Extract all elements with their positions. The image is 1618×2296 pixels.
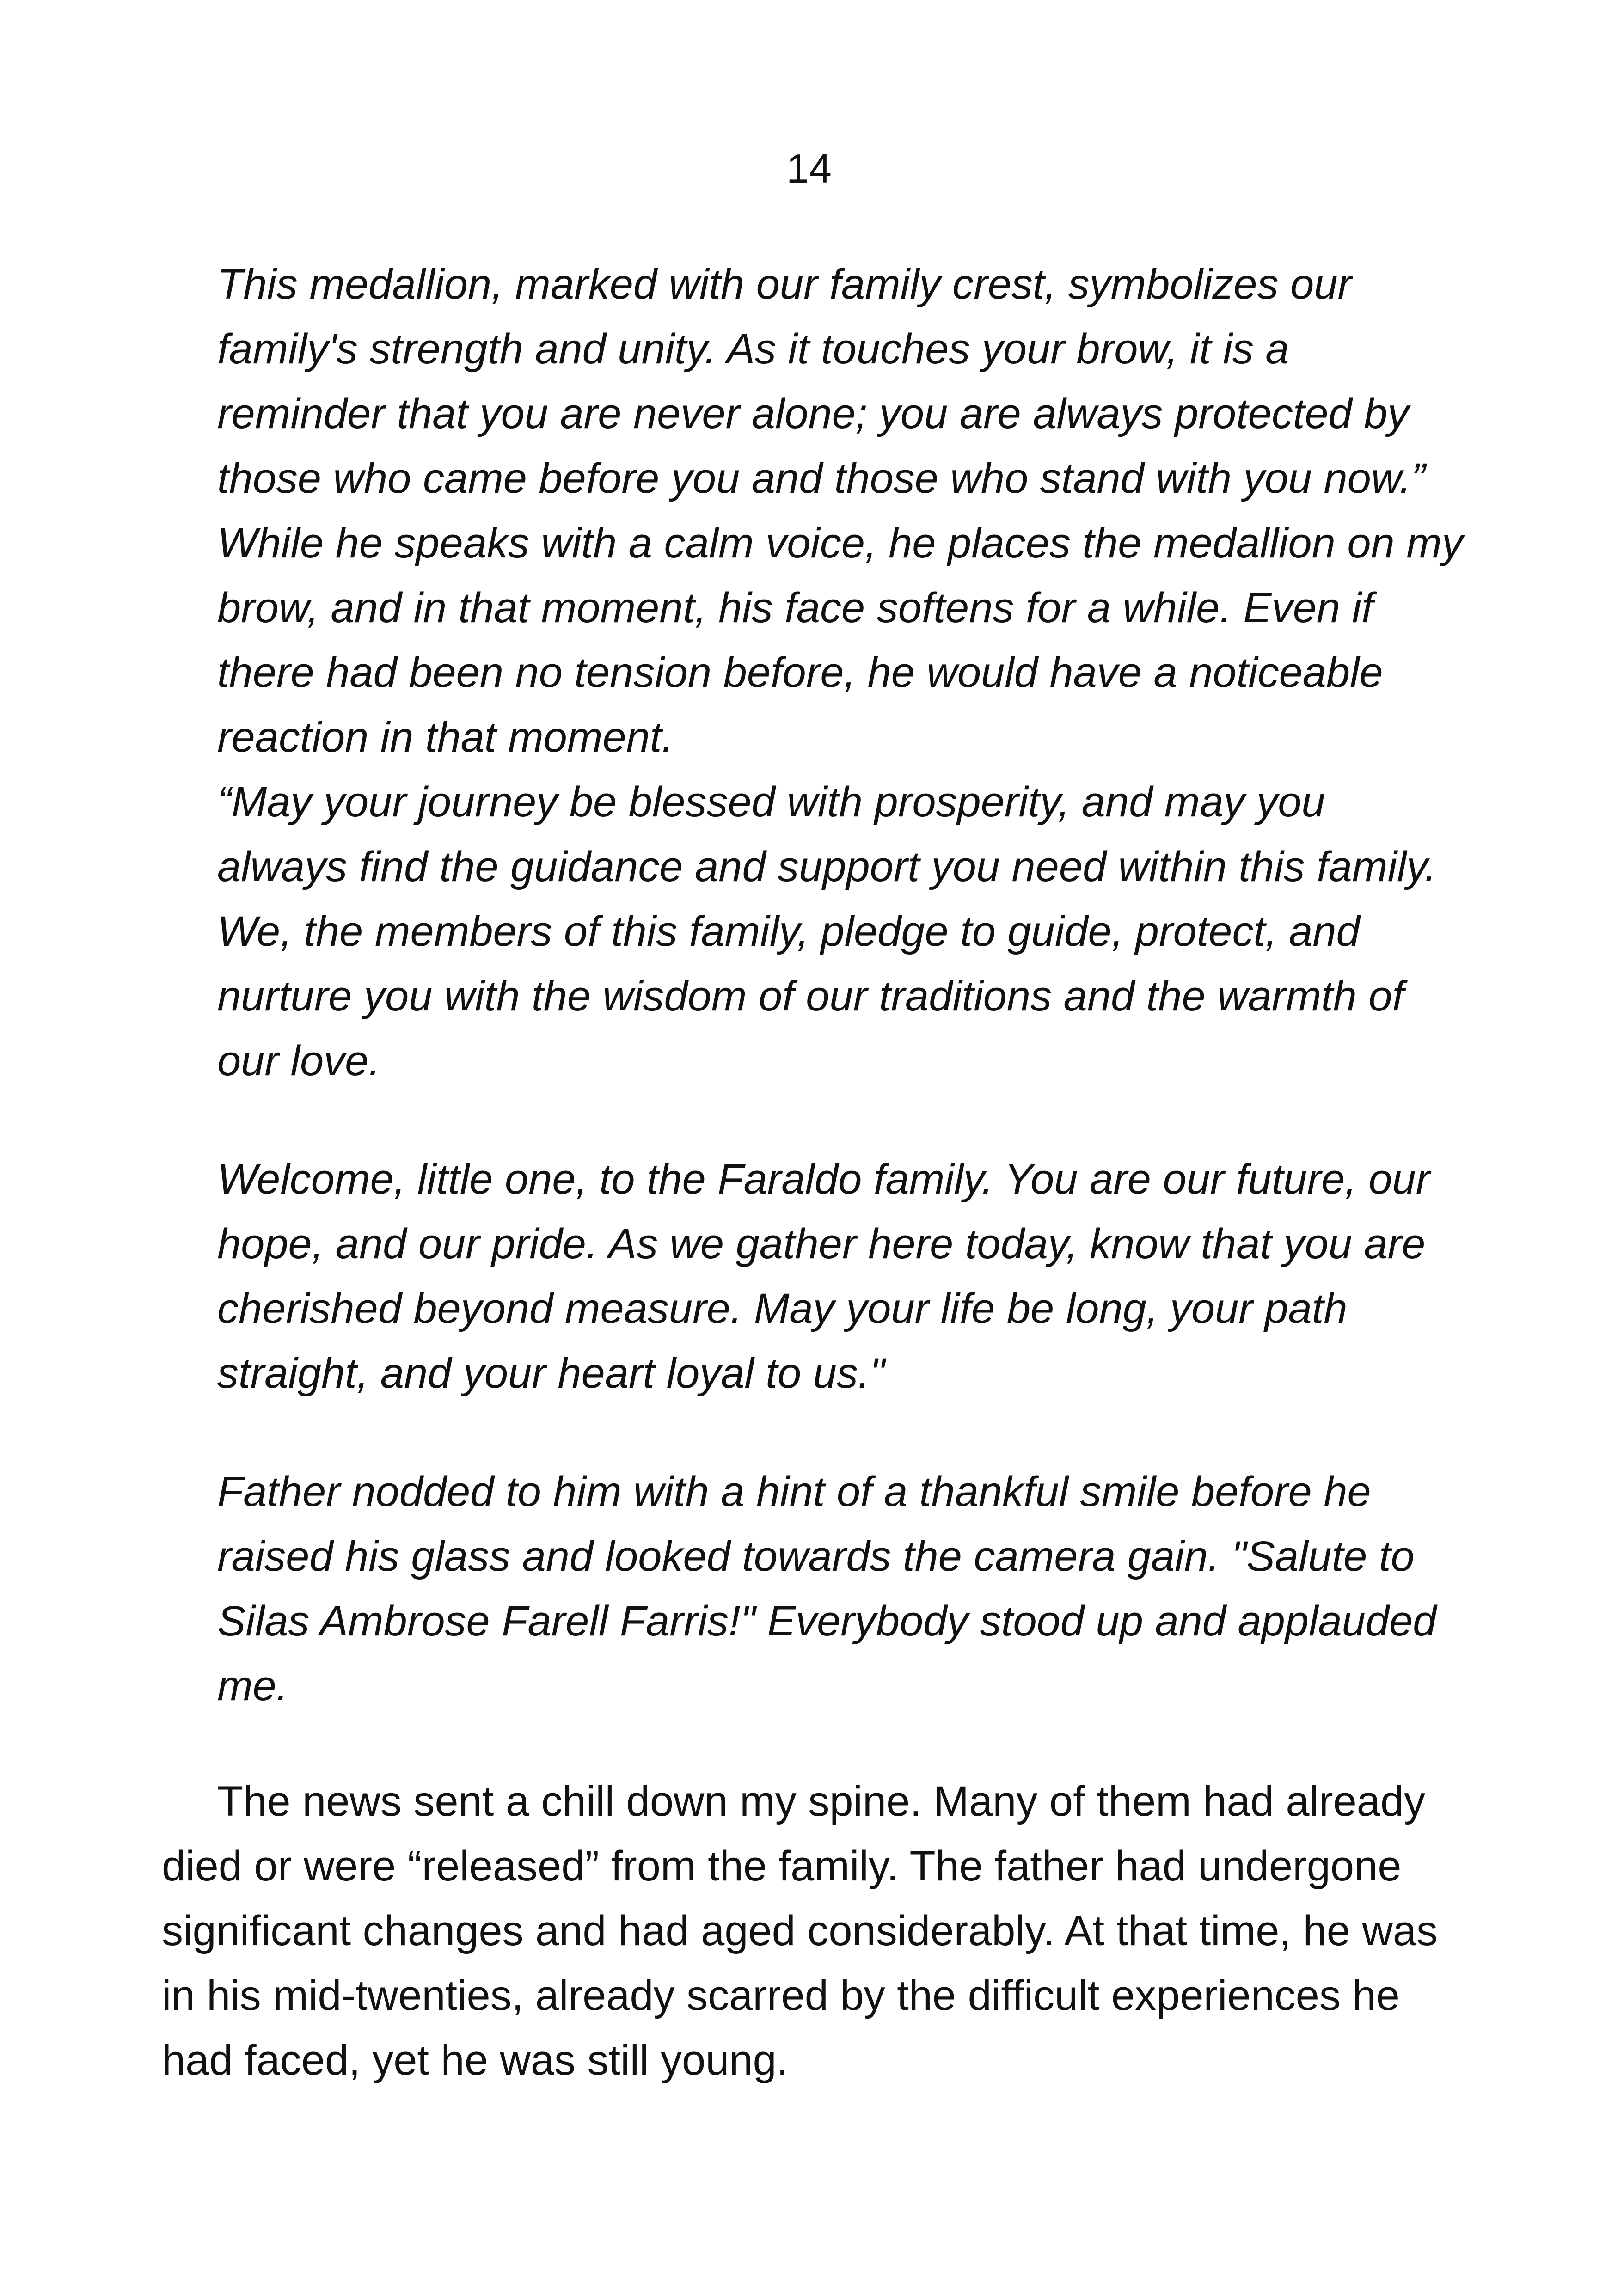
paragraph-gap bbox=[162, 1093, 1479, 1147]
text-line: nurture you with the wisdom of our traditions and the warmth of bbox=[217, 973, 1404, 1020]
text-line: Welcome, little one, to the Faraldo family. You are our future, our bbox=[217, 1156, 1430, 1203]
text-line: family's strength and unity. As it touches your brow, it is a bbox=[217, 325, 1289, 373]
text-line: hope, and our pride. As we gather here today, know that you are bbox=[217, 1220, 1426, 1267]
paragraph-gap bbox=[162, 1718, 1479, 1769]
paragraph-medallion-speech bbox=[162, 252, 1479, 1093]
text-line: We, the members of this family, pledge to guide, protect, and bbox=[217, 908, 1360, 955]
paragraph-salute bbox=[162, 1459, 1479, 1718]
text-line: our love. bbox=[217, 1037, 380, 1084]
text-line: Silas Ambrose Farell Farris!" Everybody stood up and applauded bbox=[217, 1598, 1437, 1645]
text-line: The news sent a chill down my spine. Many of them had already bbox=[217, 1778, 1426, 1825]
text-line: This medallion, marked with our family crest, symbolizes our bbox=[217, 261, 1352, 308]
text-line: “May your journey be blessed with prosperity, and may you bbox=[217, 778, 1325, 826]
text-line: had faced, yet he was still young. bbox=[162, 2037, 789, 2084]
paragraph-news bbox=[162, 1769, 1479, 2093]
text-line: reaction in that moment. bbox=[217, 714, 674, 761]
document-body bbox=[162, 252, 1479, 2093]
text-line: always find the guidance and support you need within this family. bbox=[217, 843, 1437, 890]
text-line: those who came before you and those who stand with you now.” bbox=[217, 455, 1426, 502]
paragraph-welcome bbox=[162, 1147, 1479, 1406]
text-line: brow, and in that moment, his face softens for a while. Even if bbox=[217, 584, 1373, 631]
text-line: there had been no tension before, he would have a noticeable bbox=[217, 649, 1383, 696]
text-line: died or were “released” from the family. The father had undergone bbox=[162, 1843, 1402, 1890]
text-line: cherished beyond measure. May your life be long, your path bbox=[217, 1285, 1348, 1332]
text-line: me. bbox=[217, 1662, 288, 1709]
paragraph-gap bbox=[162, 1406, 1479, 1459]
text-line: raised his glass and looked towards the camera gain. "Salute to bbox=[217, 1533, 1415, 1580]
text-line: reminder that you are never alone; you are always protected by bbox=[217, 390, 1409, 437]
text-line: significant changes and had aged considerably. At that time, he was bbox=[162, 1907, 1438, 1954]
text-line: Father nodded to him with a hint of a thankful smile before he bbox=[217, 1468, 1371, 1515]
text-line: straight, and your heart loyal to us." bbox=[217, 1350, 885, 1397]
text-line: in his mid-twenties, already scarred by the difficult experiences he bbox=[162, 1972, 1400, 2019]
text-line: While he speaks with a calm voice, he places the medallion on my bbox=[217, 520, 1463, 567]
page-number: 14 bbox=[786, 146, 832, 191]
